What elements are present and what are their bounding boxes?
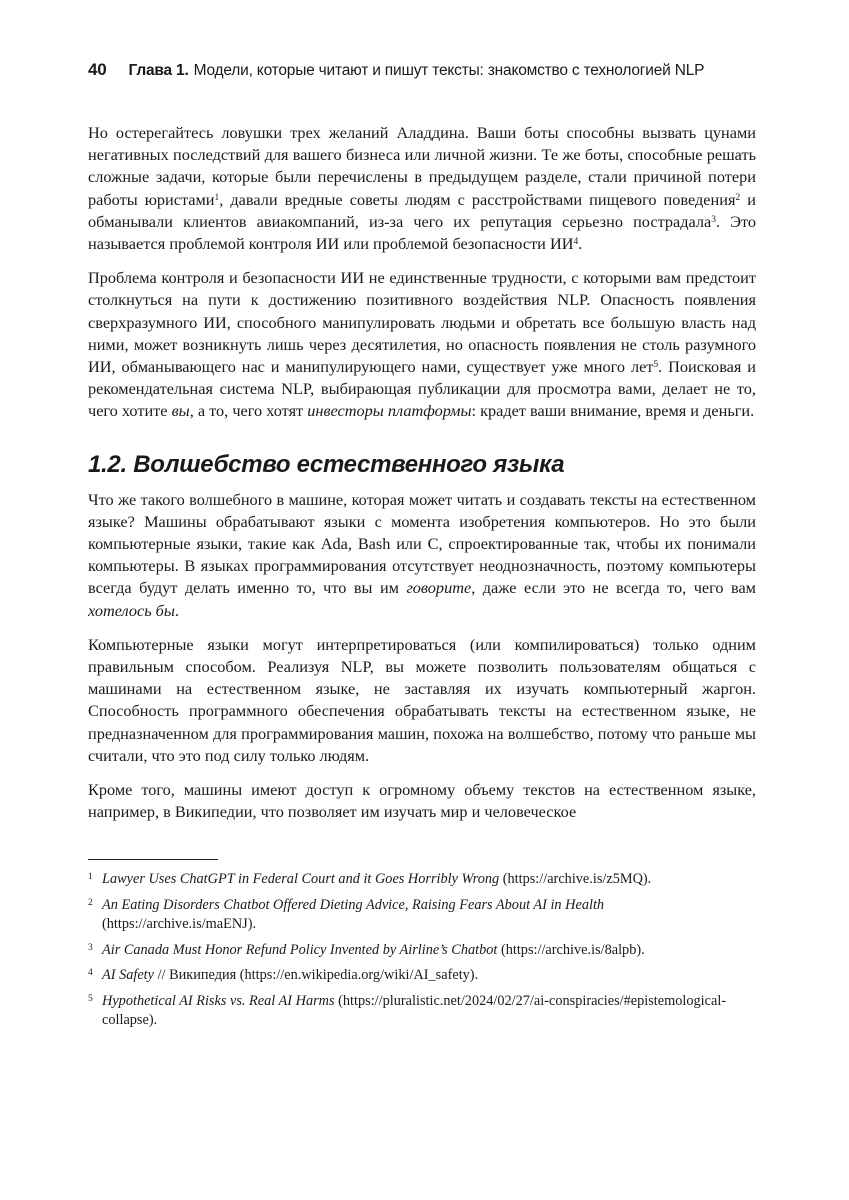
paragraph: Но остерегайтесь ловушки трех желаний Аладдина. Ваши боты способны вызвать цунами негативных последствий для вашего бизнеса или личной жизни. Те же боты, способные решать сложные задачи, которые были перечислены в предыдущем разделе, стали причиной потери работы юристами$^1$, давали вредные советы людям с расстройствами пищевого поведения$^2$ и обманывали клиентов авиакомпаний, из-за чего их репутация серьезно пострадала$^3$. Это называется проблемой контроля ИИ или проблемой безопасности $ИИ^4$. — [88, 123, 756, 254]
chapter-title: Модели, которые читают и пишут тексты: знакомство с технологией NLP — [193, 62, 705, 79]
footnote-source[interactable]: (https://pluralistic.net/2024/02/27/ai-conspiracies/#epistemological-collapse). — [102, 992, 727, 1029]
page-number: 40 — [88, 60, 107, 79]
footnote-title: Lawyer Uses ChatGPT in Federal Court and it Goes Horribly Wrong — [102, 871, 500, 888]
paragraph: Что же такого волшебного в машине, которая может читать и создавать тексты на естественном языке? Машины обрабатывают языки с момента изобретения компьютеров. Но это были компьютерные языки, такие как Ada, Bash или C, спроектированные так, чтобы их понимали компьютеры. В языках программирования отсутствует неоднозначность, поэтому компьютеры всегда будут делать именно то, что вы им говорите, даже если это не всегда то, чего вам хотелось бы. — [88, 489, 756, 620]
emphasis: вы — [171, 401, 190, 421]
book-page — [88, 60, 756, 1037]
footnote-source[interactable]: // Википедия (https://en.wikipedia.org/wiki/AI_safety). — [154, 967, 479, 984]
footnote — [88, 992, 756, 1031]
paragraph: Проблема контроля и безопасности ИИ не единственные трудности, с которыми вам предстоит столкнуться на пути к достижению позитивного воздействия NLP. Опасность появления сверхразумного ИИ, способного манипулировать людьми и обретать все большую власть над ними, может возникнуть лишь через десятилетия, но опасность появления не столь разумного ИИ, обманывающего нас и манипулирующего нами, существует уже много лет$^5$. Поисковая и рекомендательная система NLP, выбирающая публикации для просмотра вами, делает не то, чего хотите вы, а то, чего хотят инвесторы платформы: крадет ваши внимание, время и деньги. — [88, 268, 756, 421]
footnote-source[interactable]: (https://archive.is/z5MQ). — [499, 871, 652, 888]
emphasis: хотелось бы — [88, 600, 175, 620]
footnote — [88, 870, 756, 890]
footnote-title: Hypothetical AI Risks vs. Real AI Harms — [102, 992, 335, 1009]
footnote-marker: 1 — [88, 872, 93, 883]
footnote-divider — [88, 859, 218, 860]
footnote-ref[interactable]: 4 — [573, 237, 579, 248]
footnote-source[interactable]: (https://archive.is/8alpb). — [497, 941, 645, 958]
emphasis: инвесторы платформы — [307, 401, 472, 421]
footnote-title: An Eating Disorders Chatbot Offered Dieting Advice, Raising Fears About AI in Health — [102, 896, 605, 913]
emphasis: говорите — [406, 578, 472, 598]
running-head — [88, 60, 756, 80]
footnote-marker: 2 — [88, 897, 93, 908]
footnote-source[interactable]: (https://archive.is/maENJ). — [102, 916, 257, 933]
footnote-title: Air Canada Must Honor Refund Policy Invented by Airline’s Chatbot — [102, 941, 498, 958]
footnote-marker: 4 — [88, 968, 93, 979]
chapter-label: Глава 1. — [128, 62, 189, 79]
footnote-ref[interactable]: 2 — [735, 192, 741, 203]
footnote — [88, 966, 756, 986]
footnote-title: AI Safety — [102, 967, 155, 984]
paragraph: Кроме того, машины имеют доступ к огромному объему текстов на естественном языке, например, в Википедии, что позволяет им изучать мир и человеческое — [88, 780, 756, 822]
footnote — [88, 896, 756, 935]
section-heading: 1.2. Волшебство естественного языка — [88, 450, 565, 478]
footnote-marker: 3 — [88, 942, 93, 953]
footnote-ref[interactable]: 3 — [711, 214, 717, 225]
footnote-ref[interactable]: 5 — [653, 360, 659, 371]
footnote — [88, 941, 756, 961]
paragraph: Компьютерные языки могут интерпретироваться (или компилироваться) только одним правильным способом. Реализуя NLP, вы можете позволить пользователям общаться с машинами на естественном языке, не заставляя их изучать компьютерный жаргон. Способность программного обеспечения обрабатывать тексты на естественном языке, не предназначенном для программирования машин, похожа на волшебство, потому что раньше мы считали, что это под силу только людям. — [88, 634, 756, 765]
footnotes — [88, 870, 756, 1031]
footnote-ref[interactable]: 1 — [214, 192, 220, 203]
footnote-marker: 5 — [88, 993, 93, 1004]
